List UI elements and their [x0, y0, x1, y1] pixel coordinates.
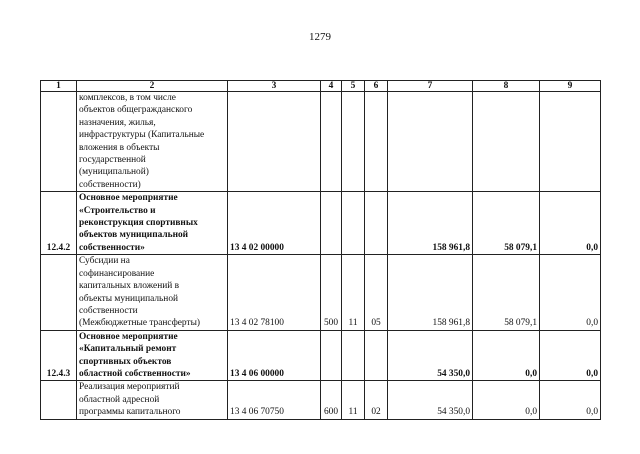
- description-line: областной адресной: [79, 394, 160, 405]
- row-col-6: [365, 330, 388, 381]
- row-col-5: [342, 330, 365, 381]
- row-number: 12.4.3: [41, 330, 77, 381]
- description-line: инфраструктуры (Капитальные: [79, 130, 205, 141]
- page-number: 1279: [309, 31, 331, 43]
- row-col-5: [342, 192, 365, 255]
- row-col-8: 0,0: [473, 330, 540, 381]
- description-line: собственности): [79, 179, 141, 190]
- row-col-8: [473, 92, 540, 192]
- description-line: программы капитального: [79, 407, 181, 418]
- description-line: (муниципальной): [79, 167, 149, 178]
- description-line: объекты муниципальной: [79, 293, 179, 304]
- row-description: [77, 330, 228, 381]
- row-code: 13 4 06 00000: [228, 330, 321, 381]
- description-line: Основное мероприятие: [79, 193, 178, 204]
- description-line: Субсидии на: [79, 256, 130, 267]
- budget-table: [40, 80, 601, 420]
- table-row: [41, 330, 601, 381]
- row-col-9: 0,0: [540, 255, 601, 330]
- row-col-5: 11: [342, 255, 365, 330]
- column-header-9: 9: [540, 81, 601, 92]
- description-line: областной собственности»: [79, 368, 191, 379]
- row-col-4: 500: [321, 255, 342, 330]
- description-line: государственной: [79, 155, 146, 166]
- row-col-6: 05: [365, 255, 388, 330]
- table-row: [41, 381, 601, 419]
- description-line: (Межбюджетные трансферты): [79, 318, 201, 329]
- row-number: [41, 381, 77, 419]
- description-line: собственности: [79, 305, 138, 316]
- row-col-9: 0,0: [540, 381, 601, 419]
- row-col-8: 0,0: [473, 381, 540, 419]
- row-code: 13 4 06 70750: [228, 381, 321, 419]
- row-description: [77, 255, 228, 330]
- row-col-5: [342, 92, 365, 192]
- row-col-7: 54 350,0: [388, 381, 473, 419]
- row-col-7: 158 961,8: [388, 255, 473, 330]
- description-line: Основное мероприятие: [79, 331, 178, 342]
- row-col-9: 0,0: [540, 192, 601, 255]
- row-description: [77, 192, 228, 255]
- row-col-4: 600: [321, 381, 342, 419]
- description-line: «Строительство и: [79, 205, 156, 216]
- row-col-6: [365, 92, 388, 192]
- description-line: спортивных объектов: [79, 356, 172, 367]
- description-line: Реализация мероприятий: [79, 382, 180, 393]
- row-col-7: 158 961,8: [388, 192, 473, 255]
- description-line: реконструкция спортивных: [79, 218, 198, 229]
- row-code: 13 4 02 00000: [228, 192, 321, 255]
- row-col-7: 54 350,0: [388, 330, 473, 381]
- column-header-7: 7: [388, 81, 473, 92]
- row-description: [77, 92, 228, 192]
- table-header-row: [41, 81, 601, 92]
- description-line: «Капитальный ремонт: [79, 344, 177, 355]
- description-line: объектов общегражданского: [79, 105, 193, 116]
- row-code: [228, 92, 321, 192]
- row-col-8: 58 079,1: [473, 255, 540, 330]
- column-header-6: 6: [365, 81, 388, 92]
- row-col-8: 58 079,1: [473, 192, 540, 255]
- table-row: [41, 92, 601, 192]
- description-line: собственности»: [79, 242, 145, 253]
- row-col-9: [540, 92, 601, 192]
- row-col-5: 11: [342, 381, 365, 419]
- column-header-2: 2: [77, 81, 228, 92]
- row-number: 12.4.2: [41, 192, 77, 255]
- row-col-6: [365, 192, 388, 255]
- row-col-6: 02: [365, 381, 388, 419]
- description-line: комплексов, в том числе: [79, 93, 176, 103]
- column-header-3: 3: [228, 81, 321, 92]
- column-header-1: 1: [41, 81, 77, 92]
- column-header-5: 5: [342, 81, 365, 92]
- description-line: объектов муниципальной: [79, 230, 189, 241]
- row-description: [77, 381, 228, 419]
- row-code: 13 4 02 78100: [228, 255, 321, 330]
- table-row: [41, 192, 601, 255]
- description-line: капитальных вложений в: [79, 281, 180, 292]
- row-col-4: [321, 192, 342, 255]
- description-line: назначения, жилья,: [79, 117, 156, 128]
- table-row: [41, 255, 601, 330]
- row-col-7: [388, 92, 473, 192]
- row-col-9: 0,0: [540, 330, 601, 381]
- row-col-4: [321, 92, 342, 192]
- column-header-4: 4: [321, 81, 342, 92]
- description-line: софинансирование: [79, 268, 155, 279]
- row-number: [41, 255, 77, 330]
- row-col-4: [321, 330, 342, 381]
- description-line: вложения в объекты: [79, 142, 160, 153]
- row-number: [41, 92, 77, 192]
- column-header-8: 8: [473, 81, 540, 92]
